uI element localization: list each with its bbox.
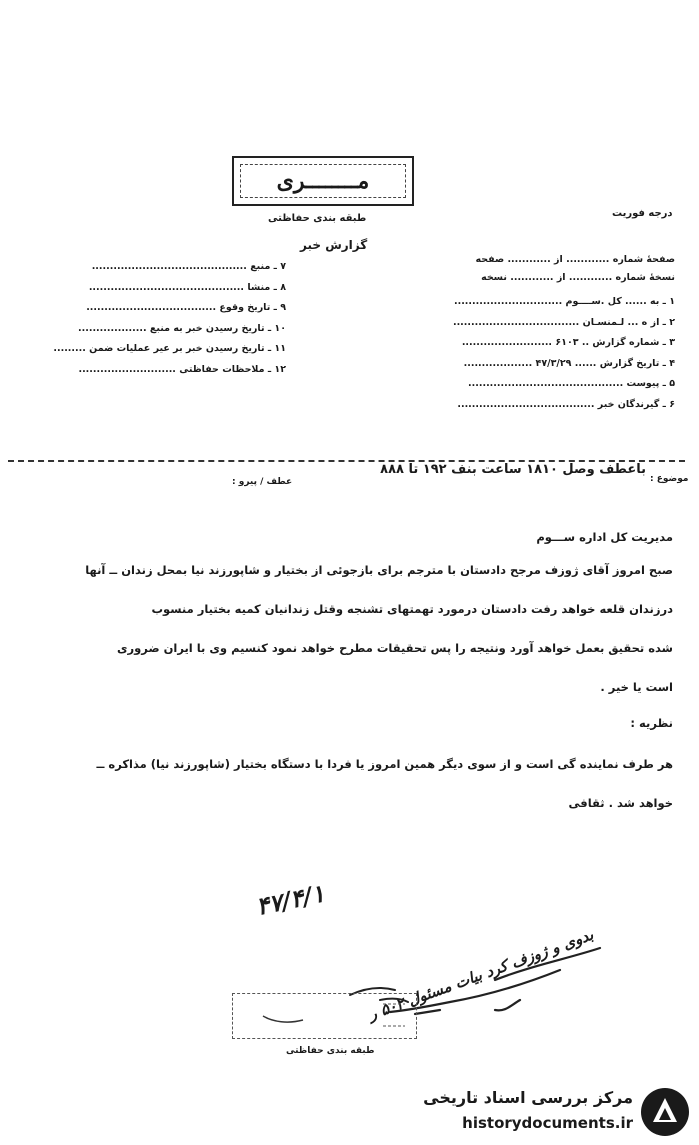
protection-class-top: طبقه بندی حفاظتی (268, 213, 367, 224)
note-label: نظریه : (630, 716, 673, 730)
copy-number-field: نسخهٔ شماره ............ از ............ نسخه (481, 272, 675, 283)
field-security-notes: ۱۲ ـ ملاحظات حفاظتی ........................... (78, 363, 286, 375)
body-line-2: درزندان قلعه خواهد رفت دادستان درمورد تهمتهای تشنجه وقتل زندانیان کمیه بختیار منسوب (151, 602, 673, 616)
field-recipients: ۶ ـ گیرندگان خبر ...................................... (457, 398, 675, 410)
handwritten-note: بدوی و ژوزف کرد بیات مسئول ۵۰۲ ر (366, 925, 596, 1024)
handwritten-date: ۴۷/۴/۱ (253, 878, 328, 922)
right-fields-list (375, 292, 675, 415)
watermark-url: historydocuments.ir (462, 1114, 633, 1132)
field-to: ۱ ـ به ...... کل .ســــوم .............................. (453, 296, 675, 307)
body-line-3: شده تحقیق بعمل خواهد آورد ونتیجه را پس تحقیقات مطرح خواهد نمود کنسیم وی با ایران ضروری (116, 641, 673, 655)
report-title: گزارش خبر (300, 238, 368, 252)
field-date-received-ops: ۱۱ ـ تاریخ رسیدن خبر بر عیر عملیات ضمن ......... (53, 343, 286, 354)
field-attachment: ۵ ـ پیوست ........................................... (468, 378, 675, 389)
note-line-2: خواهد شد . ثقافی (568, 796, 673, 810)
watermark (410, 1082, 695, 1142)
subject-text: باعطف وصل ۱۸۱۰ ساعت بنف ۱۹۲ تا ۸۸۸ (380, 462, 646, 477)
bottom-classification-stamp (232, 993, 417, 1039)
subject-label: موضوع : (650, 474, 689, 484)
classification-stamp-text: مــــــــرى (240, 164, 406, 198)
field-occurrence-date: ۹ ـ تاریخ وقوع .................................... (86, 302, 286, 313)
urgency-label: درجه فوریت (612, 208, 673, 219)
ref-label: عطف / پیرو : (232, 477, 293, 487)
addressee: مدیریت کل اداره ســـوم (536, 530, 673, 544)
field-report-date: ۴ ـ تاریخ گزارش ...... ۴۷/۳/۲۹ ................... (463, 357, 675, 369)
archive-logo-icon (639, 1086, 691, 1138)
field-source: ۷ ـ منبع ........................................... (91, 261, 286, 272)
field-origin: ۸ ـ منشا ........................................... (88, 281, 286, 293)
classification-stamp (232, 156, 414, 206)
stamp-marks (233, 994, 413, 1034)
watermark-title: مرکز بررسی اسناد تاریخی (423, 1088, 633, 1107)
body-line-4: است یا خیر . (600, 680, 673, 694)
note-line-1: هر طرف نماینده گی است و از سوی دیگر همین امروز یا فردا با دستگاه بختیار (شاپورزند نیا) مذاکره ــ (96, 757, 673, 771)
field-from: ۲ ـ از ه ... لـمنسـان ................................... (452, 316, 675, 328)
left-fields-list (36, 257, 286, 380)
protection-class-bottom: طبقه بندی حفاظتی (286, 1046, 375, 1056)
field-date-received-source: ۱۰ ـ تاریخ رسیدن خبر به منبع ................... (78, 322, 286, 334)
page-number-field: صفحهٔ شماره ............ از ............ صفحه (475, 254, 675, 265)
body-line-1: صبح امروز آقای ژوزف مرجح دادستان با مترجم برای بازجوئی از بختیار و شاپورزند نیا بمحل زندان ــ آنها (85, 563, 673, 577)
field-report-number: ۳ ـ شماره گزارش .. ۶۱۰۳ ......................... (461, 337, 675, 348)
